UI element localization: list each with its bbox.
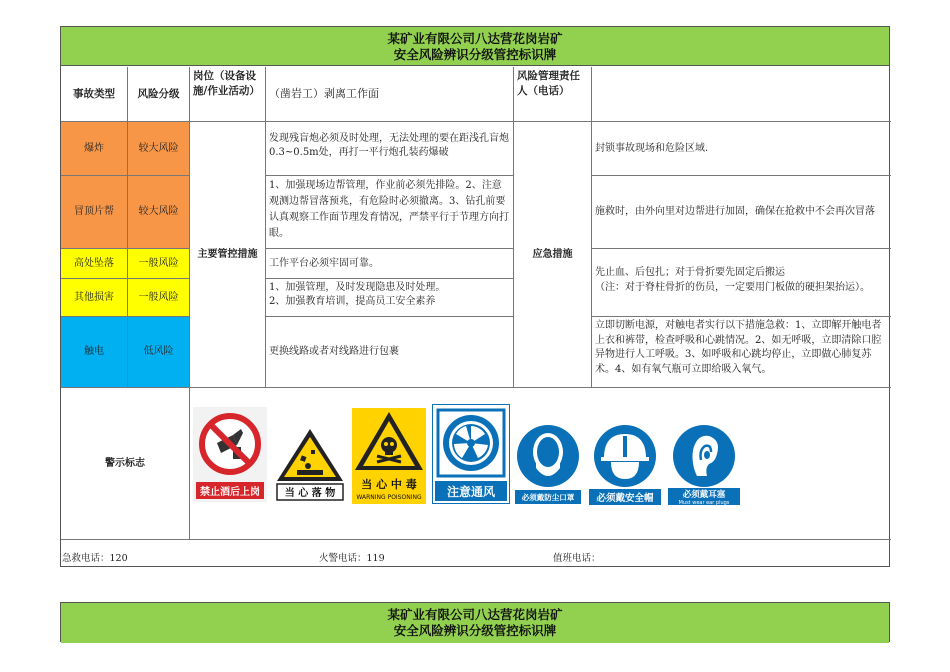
sign-caption-no-drinking: 禁止酒后上岗 <box>200 487 260 498</box>
emergency-fall-line-2: （注：对于脊柱骨折的伤员，一定要用门板做的硬担架抬运）。 <box>595 282 870 293</box>
no-drinking-icon <box>202 416 258 472</box>
emergency-electric-shock: 立即切断电源，对触电者实行以下措施急救：1、立即解开触电者上衣和裤带，检查呼吸和心跳情况。2、如无呼吸，立即清除口腔异物进行人工呼吸。3、如呼吸和心跳均停止，立即做心肺复苏术。4、如有氧气瓶可立即给吸入氧气。 <box>592 317 891 388</box>
ventilation-sign <box>432 404 510 504</box>
sign-caption-poison: 当 心 中 毒 <box>361 478 417 491</box>
header-responsible-value <box>592 67 891 122</box>
control-roof-fall: 1、加强现场边帮管理，作业前必须先排险。2、注意观测边帮冒落预兆，有危险时必须撤离。3、钻孔前要认真观察工作面节理发育情况，严禁平行于节理方向打眼。 <box>266 176 514 249</box>
emergency-roof-fall: 施救时，由外向里对边帮进行加固，确保在抢救中不会再次冒落 <box>592 176 891 249</box>
control-electric-shock: 更换线路或者对线路进行包裹 <box>266 317 514 388</box>
ambulance-phone: 急救电话：120 <box>62 553 128 564</box>
header-accident-type: 事故类型 <box>61 67 128 122</box>
sign-caption-falling: 当 心 落 物 <box>284 488 336 499</box>
header-risk-level: 风险分级 <box>128 67 190 122</box>
dust-mask-sign <box>514 424 582 506</box>
dust-mask-icon <box>517 425 579 487</box>
control-explosion: 发现残盲炮必须及时处理，无法处理的要在距浅孔盲炮0.3~0.5m处，再打一平行炮孔装药爆破 <box>266 122 514 176</box>
control-height-fall: 工作平台必须牢固可靠。 <box>266 249 514 279</box>
risk-sign-board <box>60 26 890 567</box>
control-other-injury <box>266 279 514 317</box>
sign-caption-ear-plugs-en: Must wear ear plugs <box>678 500 730 506</box>
board-title-2 <box>61 603 889 643</box>
row-level-explosion: 较大风险 <box>128 122 190 176</box>
emergency-fall-line-1: 先止血、后包扎；对于骨折要先固定后搬运 <box>595 267 785 278</box>
risk-sign-board-2 <box>60 602 890 642</box>
safety-helmet-icon <box>594 425 656 487</box>
ear-plugs-sign <box>667 424 741 506</box>
row-type-height-fall: 高处坠落 <box>61 249 128 279</box>
control-other-injury-2: 2、加强教育培训，提高员工安全素养 <box>269 296 436 307</box>
emergency-fall-injury <box>592 249 891 317</box>
sign-caption-poison-en: WARNING POISONING <box>356 494 422 501</box>
fire-phone: 火警电话：119 <box>319 553 385 564</box>
row-level-electric-shock: 低风险 <box>128 317 190 388</box>
footer-phones <box>61 545 891 567</box>
row-type-explosion: 爆炸 <box>61 122 128 176</box>
title2-line-2: 安全风险辨识分级管控标识牌 <box>393 623 557 638</box>
main-control-label: 主要管控措施 <box>190 122 266 388</box>
row-type-roof-fall: 冒顶片帮 <box>61 176 128 249</box>
header-position: 岗位（设备设施/作业活动） <box>190 67 266 122</box>
row-level-roof-fall: 较大风险 <box>128 176 190 249</box>
header-responsible: 风险管理责任人（电话） <box>514 67 592 122</box>
sign-caption-helmet: 必须戴安全帽 <box>596 493 654 504</box>
row-level-height-fall: 一般风险 <box>128 249 190 279</box>
warning-signs <box>191 402 751 506</box>
title2-line-1: 某矿业有限公司八达营花岗岩矿 <box>387 607 563 622</box>
emergency-explosion: 封锁事故现场和危险区域. <box>592 122 891 176</box>
emergency-label: 应急措施 <box>514 122 592 388</box>
header-position-value: （凿岩工）剥离工作面 <box>266 67 514 122</box>
falling-objects-sign <box>275 426 345 502</box>
row-type-other-injury: 其他损害 <box>61 279 128 317</box>
title-line-2: 安全风险辨识分级管控标识牌 <box>393 47 557 62</box>
sign-caption-ear-plugs: 必须戴耳塞 <box>682 490 726 500</box>
board-title <box>61 27 889 66</box>
control-other-injury-1: 1、加强管理，及时发现隐患及时处理。 <box>269 282 446 293</box>
ventilation-icon <box>438 410 504 476</box>
ear-plugs-icon <box>673 425 735 487</box>
no-drinking-sign <box>193 407 267 502</box>
title-line-1: 某矿业有限公司八达营花岗岩矿 <box>387 31 563 46</box>
sign-caption-ventilation: 注意通风 <box>446 485 496 499</box>
row-level-other-injury: 一般风险 <box>128 279 190 317</box>
duty-phone: 值班电话： <box>553 553 601 564</box>
poison-sign <box>352 408 426 504</box>
sign-caption-dust-mask: 必须戴防尘口罩 <box>521 493 575 502</box>
warning-label: 警示标志 <box>61 388 190 540</box>
row-type-electric-shock: 触电 <box>61 317 128 388</box>
safety-helmet-sign <box>588 424 662 506</box>
